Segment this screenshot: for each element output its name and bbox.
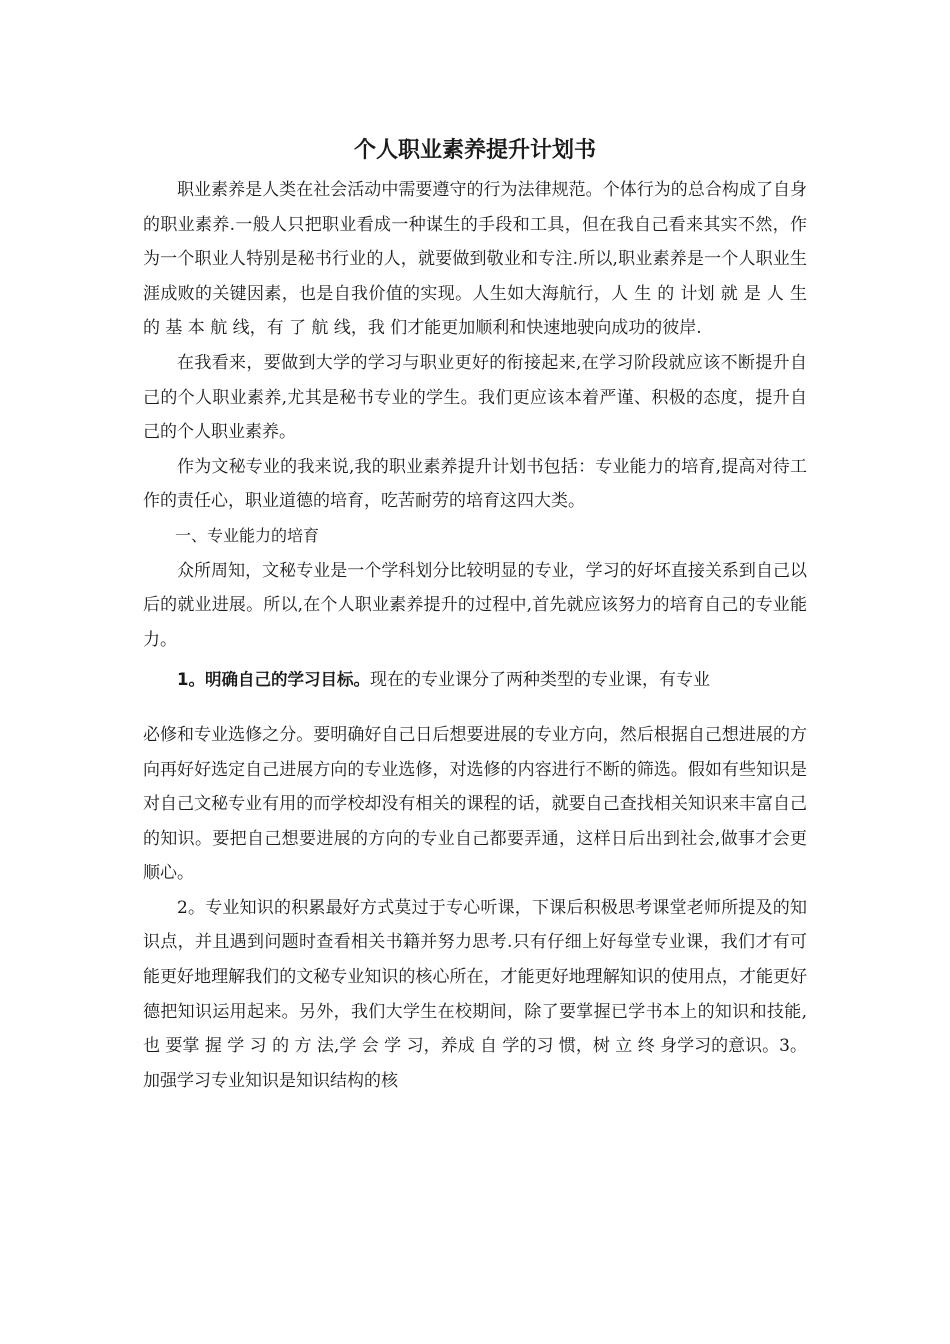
learning-goals-rest: 必修和专业选修之分。要明确好自己日后想要进展的专业方向，然后根据自己想进展的方向再好好选定自己进展方向的专业选修，对选修的内容进行不断的筛选。假如有些知识是对自己文秘专业有用的而学校却没有相关的课程的话，就要自己查找相关知识来丰富自己的知识。要把自己想要进展的方向的专业自己都要弄通，这样日后出到社会,做事才会更顺心。: [143, 724, 807, 884]
paragraph-viewpoint: 在我看来，要做到大学的学习与职业更好的衔接起来,在学习阶段就应该不断提升自己的个人职业素养,尤其是秘书专业的学生。我们更应该本着严谨、积极的态度，提升自己的个人职业素养。: [143, 352, 807, 443]
learning-goals-first-text: 现在的专业课分了两种类型的专业课，有专业: [369, 670, 710, 691]
paragraph-intro: 职业素养是人类在社会活动中需要遵守的行为法律规范。个体行为的总合构成了自身的职业素养.一般人只把职业看成一种谋生的手段和工具，但在我自己看来其实不然，作为一个职业人特别是秘书行业的人，就要做到敬业和专注.所以,职业素养是一个人职业生涯成败的关键因素，也是自我价值的实现。人生如大海航行，人 生 的 计划 就 是 人 生 的 基 本 航 线，有 了 航 线，我 们才能更加顺利和快速地驶向成功的彼岸.: [143, 180, 807, 339]
section-heading-professional-ability: 一、专业能力的培育: [175, 525, 320, 545]
document-title: 个人职业素养提升计划书: [353, 138, 596, 163]
paragraph-professional-ability: 众所周知，文秘专业是一个学科划分比较明显的专业，学习的好坏直接关系到自己以后的就业进展。所以,在个人职业素养提升的过程中,首先就应该努力的培育自己的专业能力。: [143, 560, 807, 650]
paragraph-knowledge-accumulation: 2。专业知识的积累最好方式莫过于专心听课，下课后积极思考课堂老师所提及的知识点，并且遇到问题时查看相关书籍并努力思考.只有仔细上好每堂专业课，我们才有可能更好地理解我们的文秘专业知识的核心所在，才能更好地理解知识的使用点，才能更好德把知识运用起来。另外，我们大学生在校期间，除了要掌握已学书本上的知识和技能,也 要掌 握 学 习 的 方 法,学 会 学 习，养成 自 学的习 惯，树 立 终 身学习的意识。3。加强学习专业知识是知识结构的核: [143, 897, 807, 1091]
learning-goals-lead: 1。明确自己的学习目标。: [177, 670, 370, 690]
paragraph-learning-goals: [143, 663, 807, 891]
document-body: [143, 173, 807, 1098]
paragraph-plan-overview: 作为文秘专业的我来说,我的职业素养提升计划书包括：专业能力的培育,提高对待工作的责任心，职业道德的培育，吃苦耐劳的培育这四大类。: [143, 456, 807, 512]
learning-goals-first-line: [143, 663, 807, 698]
